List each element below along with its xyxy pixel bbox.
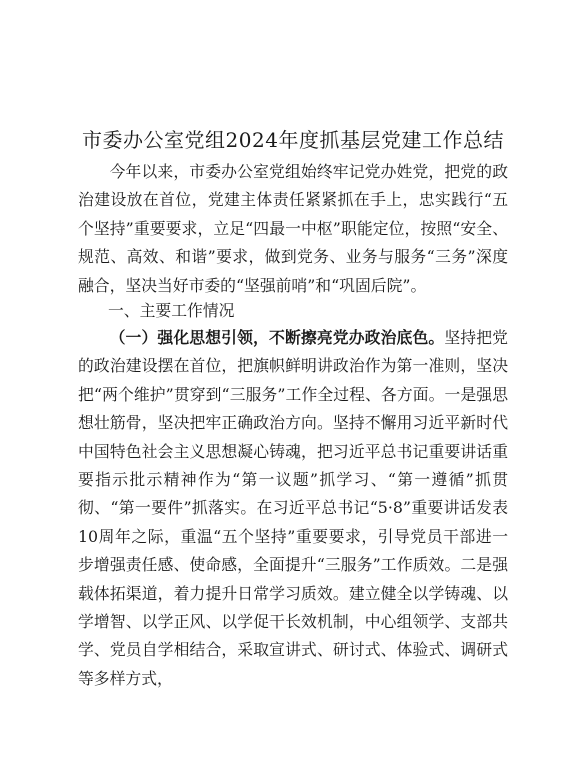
subsection-body: 坚持把党的政治建设摆在首位，把旗帜鲜明讲政治作为第一准则，坚决把“两个维护”贯穿到“三服务”工作全过程、各方面。一是强思想壮筋骨，坚决把牢正确政治方向。坚持不懈用习近平新时代中国特色社会主义思想凝心铸魂，把习近平总书记重要讲话重要指示批示精神作为“第一议题”抓学习、“第一遵循”抓贯彻、“第一要件”抓落实。在习近平总书记“5·8”重要讲话发表10周年之际，重温“五个坚持”重要要求，引导党员干部进一步增强责任感、使命感，全面提升“三服务”工作质效。二是强载体拓渠道，着力提升日常学习质效。建立健全以学铸魂、以学增智、以学正风、以学促干长效机制，中心组领学、支部共学、党员自学相结合，采取宣讲式、研讨式、体验式、调研式等多样方式， [78,328,508,688]
section-heading: 一、主要工作情况 [108,301,235,320]
intro-paragraph: 今年以来，市委办公室党组始终牢记党办姓党，把党的政治建设放在首位，党建主体责任紧紧抓在手上，忠实践行“五个坚持”重要要求，立足“四最一中枢”职能定位，按照“安全、规范、高效、和谐”要求，做到党务、业务与服务“三务”深度融合，坚决当好市委的“坚强前哨”和“巩固后院”。 [78,162,508,295]
body-paragraph [78,324,508,693]
document-title: 市委办公室党组2024年度抓基层党建工作总结 [82,128,504,152]
subsection-heading: （一）强化思想引领，不断擦亮党办政治底色。 [109,328,445,347]
